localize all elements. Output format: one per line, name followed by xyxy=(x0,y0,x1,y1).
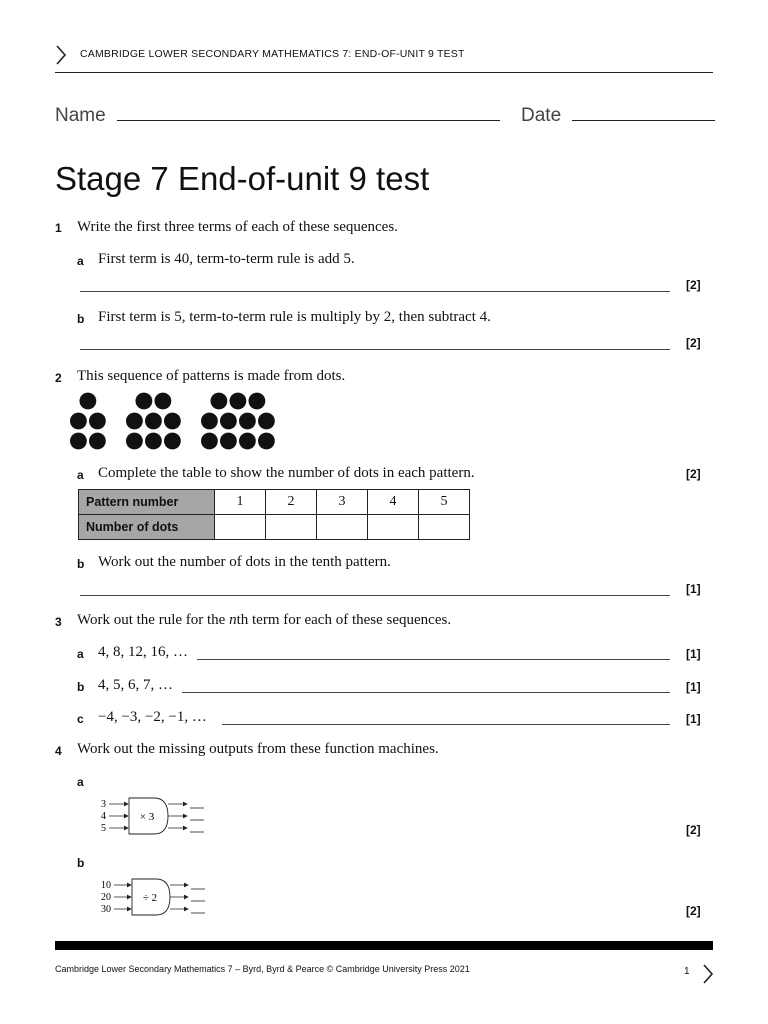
question-2-text: This sequence of patterns is made from dots. xyxy=(77,368,346,384)
dot-pattern-1 xyxy=(70,393,106,450)
dot xyxy=(70,433,87,450)
question-4-text: Work out the missing outputs from these function machines. xyxy=(77,741,439,757)
table-answer-cell[interactable] xyxy=(215,515,266,540)
dot xyxy=(201,413,218,430)
footer-chevron-icon xyxy=(702,963,714,985)
table-answer-cell[interactable] xyxy=(266,515,317,540)
running-title: CAMBRIDGE LOWER SECONDARY MATHEMATICS 7: END-OF-UNIT 9 TEST xyxy=(80,48,465,60)
dot xyxy=(126,413,143,430)
question-3b-sequence: 4, 5, 6, 7, … xyxy=(98,677,173,693)
question-3c-marks: [1] xyxy=(686,712,701,726)
question-3b-answer-line[interactable] xyxy=(182,692,670,693)
dot xyxy=(89,413,106,430)
machine-a-operation: × 3 xyxy=(139,811,155,823)
machine-b-input-1: 10 xyxy=(101,880,111,891)
question-3a-answer-line[interactable] xyxy=(197,659,670,660)
question-3a-sequence: 4, 8, 12, 16, … xyxy=(98,644,188,660)
dot xyxy=(145,413,162,430)
question-4a-label: a xyxy=(77,775,84,789)
question-4a-marks: [2] xyxy=(686,823,701,837)
page-title: Stage 7 End-of-unit 9 test xyxy=(55,160,430,197)
question-3-text-start: Work out the rule for the xyxy=(77,612,230,628)
table-cell-pattern-4: 4 xyxy=(368,490,419,515)
dot xyxy=(89,433,106,450)
question-3-text xyxy=(77,612,451,629)
question-3-number: 3 xyxy=(55,615,62,629)
dot-pattern-2 xyxy=(126,393,181,450)
question-3b-marks: [1] xyxy=(686,680,701,694)
dot-patterns xyxy=(70,388,310,454)
question-1-text: Write the first three terms of each of these sequences. xyxy=(77,219,398,235)
dot xyxy=(220,433,237,450)
dot xyxy=(155,393,172,410)
question-2a-text: Complete the table to show the number of dots in each pattern. xyxy=(98,465,475,481)
function-machine-a xyxy=(92,795,212,837)
dot xyxy=(220,413,237,430)
question-2a-label: a xyxy=(77,468,84,482)
name-label: Name xyxy=(55,105,106,126)
machine-b-operation: ÷ 2 xyxy=(142,892,158,904)
question-1b-label: b xyxy=(77,312,85,326)
date-label: Date xyxy=(521,105,562,126)
question-1a-answer-line[interactable] xyxy=(80,291,670,292)
dot xyxy=(249,393,266,410)
date-field[interactable] xyxy=(521,105,715,127)
dot xyxy=(239,413,256,430)
dot xyxy=(201,433,218,450)
dot xyxy=(258,433,275,450)
footer-credit: Cambridge Lower Secondary Mathematics 7 – Byrd, Byrd & Pearce © Cambridge University Press 2021 xyxy=(55,964,470,974)
function-machine-b xyxy=(92,876,212,918)
page-number: 1 xyxy=(684,966,690,977)
machine-b-input-3: 30 xyxy=(101,904,111,915)
question-3c-sequence: −4, −3, −2, −1, … xyxy=(98,709,207,725)
machine-a-input-2: 4 xyxy=(101,811,106,822)
table-cell-pattern-2: 2 xyxy=(266,490,317,515)
question-4-number: 4 xyxy=(55,744,62,758)
question-1b-answer-line[interactable] xyxy=(80,349,670,350)
question-2b-marks: [1] xyxy=(686,582,701,596)
dot xyxy=(136,393,153,410)
question-4b-marks: [2] xyxy=(686,904,701,918)
question-3-text-n: n xyxy=(229,612,237,628)
table-header-pattern-number: Pattern number xyxy=(79,490,215,515)
dot-pattern-3 xyxy=(201,393,275,450)
question-2b-answer-line[interactable] xyxy=(80,595,670,596)
dot xyxy=(230,393,247,410)
dot xyxy=(70,413,87,430)
question-3c-label: c xyxy=(77,712,84,726)
header-chevron-icon xyxy=(55,44,67,66)
question-1a-text: First term is 40, term-to-term rule is add 5. xyxy=(98,251,355,267)
table-cell-pattern-5: 5 xyxy=(419,490,470,515)
question-2a-marks: [2] xyxy=(686,467,701,481)
date-line xyxy=(572,106,715,121)
dot xyxy=(239,433,256,450)
question-1a-marks: [2] xyxy=(686,278,701,292)
dot xyxy=(164,433,181,450)
table-cell-pattern-3: 3 xyxy=(317,490,368,515)
question-3b-label: b xyxy=(77,680,85,694)
table-answer-cell[interactable] xyxy=(368,515,419,540)
table-row-number-of-dots xyxy=(79,515,470,540)
machine-a-input-1: 3 xyxy=(101,799,106,810)
name-field[interactable] xyxy=(55,105,500,127)
question-1b-text: First term is 5, term-to-term rule is multiply by 2, then subtract 4. xyxy=(98,309,491,325)
table-row-pattern-number xyxy=(79,490,470,515)
footer-bar xyxy=(55,941,713,950)
table-header-number-of-dots: Number of dots xyxy=(79,515,215,540)
question-2-number: 2 xyxy=(55,371,62,385)
header-rule xyxy=(55,72,713,73)
dot xyxy=(145,433,162,450)
pattern-table xyxy=(78,489,470,540)
question-3-text-end: th term for each of these sequences. xyxy=(236,612,452,628)
question-4b-label: b xyxy=(77,856,85,870)
dot xyxy=(80,393,97,410)
question-3a-marks: [1] xyxy=(686,647,701,661)
dot xyxy=(164,413,181,430)
table-answer-cell[interactable] xyxy=(419,515,470,540)
question-1b-marks: [2] xyxy=(686,336,701,350)
question-1-number: 1 xyxy=(55,221,62,235)
question-2b-text: Work out the number of dots in the tenth pattern. xyxy=(98,554,391,570)
question-3a-label: a xyxy=(77,647,84,661)
question-2b-label: b xyxy=(77,557,85,571)
dot xyxy=(211,393,228,410)
question-1a-label: a xyxy=(77,254,84,268)
machine-a-input-3: 5 xyxy=(101,823,106,834)
table-cell-pattern-1: 1 xyxy=(215,490,266,515)
name-line xyxy=(117,106,500,121)
table-answer-cell[interactable] xyxy=(317,515,368,540)
machine-b-input-2: 20 xyxy=(101,892,111,903)
question-3c-answer-line[interactable] xyxy=(222,724,670,725)
dot xyxy=(258,413,275,430)
dot xyxy=(126,433,143,450)
